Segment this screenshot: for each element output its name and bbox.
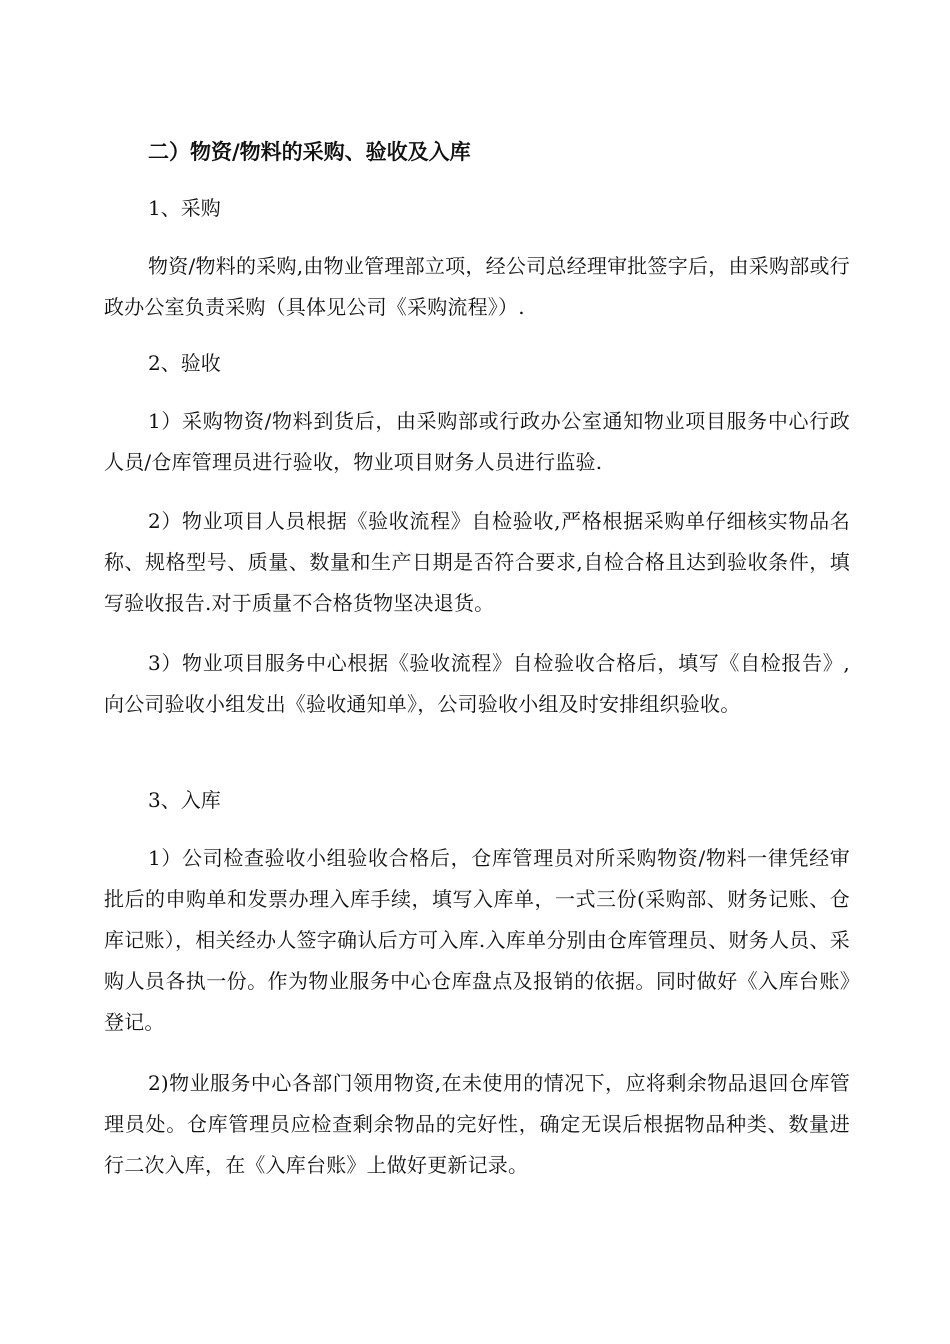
section-heading: 二）物资/物料的采购、验收及入库 <box>148 140 471 164</box>
paragraph-warehousing-2: 2)物业服务中心各部门领用物资,在未使用的情况下，应将剩余物品退回仓库管理员处。仓库管理员应检查剩余物品的完好性，确定无误后根据物品种类、数量进行二次入库，在《入库台账》上做好更新记录。 <box>104 1071 850 1177</box>
subsection-title-warehousing: 3、入库 <box>148 788 221 812</box>
subsection-title-inspection: 2、验收 <box>148 351 221 375</box>
paragraph-warehousing-1: 1）公司检查验收小组验收合格后，仓库管理员对所采购物资/物料一律凭经审批后的申购单和发票办理入库手续，填写入库单，一式三份(采购部、财务记账、仓库记账），相关经办人签字确认后方可入库.入库单分别由仓库管理员、财务人员、采购人员各执一份。作为物业服务中心仓库盘点及报销的依据。同时做好《入库台账》登记。 <box>104 846 850 1034</box>
subsection-title-purchase: 1、采购 <box>148 196 221 220</box>
paragraph-inspection-2: 2）物业项目人员根据《验收流程》自检验收,严格根据采购单仔细核实物品名称、规格型号、质量、数量和生产日期是否符合要求,自检合格且达到验收条件，填写验收报告.对于质量不合格货物坚决退货。 <box>104 509 850 615</box>
paragraph-inspection-1: 1）采购物资/物料到货后，由采购部或行政办公室通知物业项目服务中心行政人员/仓库管理员进行验收，物业项目财务人员进行监验. <box>104 409 850 474</box>
paragraph-inspection-3: 3）物业项目服务中心根据《验收流程》自检验收合格后，填写《自检报告》,向公司验收小组发出《验收通知单》，公司验收小组及时安排组织验收。 <box>104 651 850 716</box>
paragraph-purchase: 物资/物料的采购,由物业管理部立项，经公司总经理审批签字后，由采购部或行政办公室负责采购（具体见公司《采购流程》）. <box>104 254 850 319</box>
